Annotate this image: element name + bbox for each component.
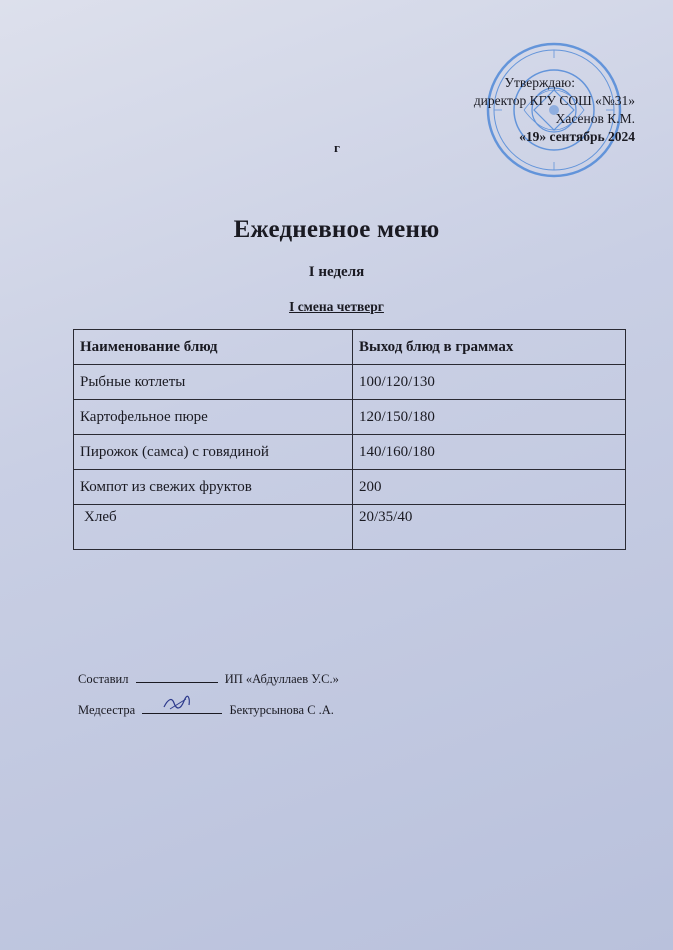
nurse-label: Медсестра [78, 703, 136, 717]
signature-icon [162, 695, 192, 713]
dish-portion: 140/160/180 [353, 435, 626, 470]
dish-portion: 200 [353, 470, 626, 505]
dish-name: Рыбные котлеты [74, 365, 353, 400]
approval-heading: Утверждаю: [504, 75, 575, 90]
table-row [74, 470, 626, 505]
approval-date: «19» сентябрь 2024 [519, 129, 635, 144]
signature-blank [136, 670, 218, 683]
table-row [74, 365, 626, 400]
menu-table [73, 329, 626, 550]
g-mark: г [334, 140, 340, 155]
week-label: I неделя [308, 264, 365, 280]
column-header-dish: Наименование блюд [74, 330, 353, 365]
compiled-by-line [78, 670, 339, 687]
dish-name: Хлеб [74, 505, 353, 550]
approval-block [435, 74, 635, 146]
nurse-name: Бектурсынова С .А. [229, 703, 334, 717]
signature-blank [142, 701, 222, 714]
approval-name: Хасенов К.М. [555, 111, 635, 126]
dish-name: Пирожок (самса) с говядиной [74, 435, 353, 470]
table-header-row [74, 330, 626, 365]
table-row [74, 400, 626, 435]
approval-position: директор КГУ СОШ «№31» [473, 93, 635, 108]
dish-portion: 100/120/130 [353, 365, 626, 400]
nurse-line [78, 701, 334, 718]
dish-portion: 120/150/180 [353, 400, 626, 435]
dish-name: Картофельное пюре [74, 400, 353, 435]
compiled-label: Составил [78, 672, 129, 686]
column-header-portion: Выход блюд в граммах [353, 330, 626, 365]
table-row [74, 435, 626, 470]
table-row [74, 505, 626, 550]
compiled-name: ИП «Абдуллаев У.С.» [224, 672, 339, 686]
dish-portion: 20/35/40 [353, 505, 626, 550]
dish-name: Компот из свежих фруктов [74, 470, 353, 505]
shift-label: I смена четверг [289, 299, 384, 314]
page-title: Ежедневное меню [233, 216, 440, 243]
